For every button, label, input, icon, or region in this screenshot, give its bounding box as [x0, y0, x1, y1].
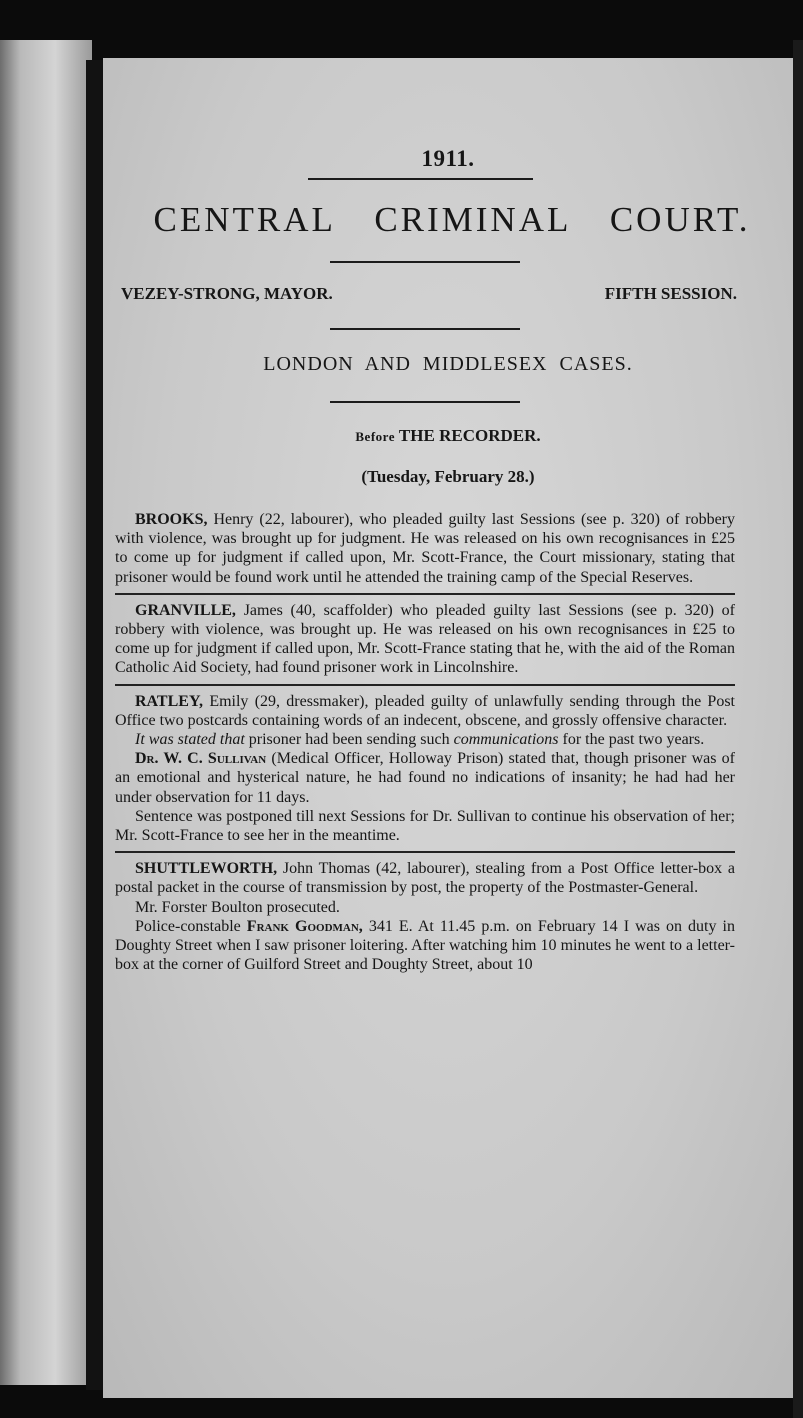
- case-paragraph: [115, 917, 735, 975]
- case-entry: [115, 859, 735, 974]
- document-page: [103, 58, 793, 1398]
- case-text: 341 E. At 11.45 p.m. on February 14 I was on duty in Doughty Street when I saw prisoner loitering. After watching him 10 minutes he went to a letter-box at the corner of Guilford Street and Doughty Street, about 10: [115, 917, 735, 974]
- case-list: [115, 510, 735, 974]
- italic-text: It was stated that: [135, 731, 245, 749]
- case-surname: SHUTTLEWORTH,: [135, 860, 278, 878]
- case-paragraph: [115, 510, 735, 587]
- case-text: John Thomas (42, labourer), stealing from a Post Office letter-box a postal packet in the course of transmission by post, the property of the Postmaster-General.: [115, 860, 736, 897]
- case-entry: [115, 692, 735, 846]
- case-divider: [115, 593, 735, 595]
- case-entry: [115, 601, 735, 678]
- case-text: prisoner had been sending such: [248, 731, 450, 749]
- case-surname: RATLEY,: [135, 692, 204, 710]
- witness-name: Frank Goodman,: [246, 917, 363, 935]
- cases-heading: LONDON AND MIDDLESEX CASES.: [263, 353, 633, 375]
- mayor-session-line: [121, 284, 737, 304]
- case-paragraph: [115, 601, 735, 678]
- italic-text: communications: [453, 731, 559, 749]
- case-divider: [115, 684, 735, 686]
- case-paragraph: [115, 692, 735, 730]
- court-title: CENTRAL CRIMINAL COURT.: [153, 200, 751, 239]
- case-paragraph: [115, 730, 735, 749]
- case-text: Henry (22, labourer), who pleaded guilty last Sessions (see p. 320) of robbery with violence, was brought up for judgment. He was released on his own recognisances in £25 to come up for judgment if called upon, Mr. Scott-France, the Court missionary, stating that prisoner would be found work until he attended the training camp of the Special Reserves.: [115, 511, 736, 586]
- before-prefix: Before: [355, 429, 395, 444]
- rule-divider: [330, 401, 520, 403]
- case-divider: [115, 851, 735, 853]
- witness-name: Dr. W. C. Sullivan: [135, 750, 267, 768]
- rule-divider: [330, 328, 520, 330]
- case-paragraph: Sentence was postponed till next Sessions for Dr. Sullivan to continue his observation of her; Mr. Scott-France to see her in the meantime.: [115, 807, 735, 845]
- mayor-name: VEZEY-STRONG, MAYOR.: [121, 284, 333, 303]
- case-surname: BROOKS,: [135, 511, 208, 528]
- case-surname: GRANVILLE,: [135, 601, 236, 619]
- facing-page-edge: [0, 40, 92, 1385]
- session-date: (Tuesday, February 28.): [361, 467, 535, 486]
- rule-divider: [308, 178, 533, 180]
- case-text: (Medical Officer, Holloway Prison) stated that, though prisoner was of an emotional and hysterical nature, he had found no indications of insanity; he had had her under observation for 11 days.: [115, 750, 735, 806]
- case-text: Police-constable: [135, 917, 241, 935]
- before-heading: [103, 426, 793, 446]
- case-text: James (40, scaffolder) who pleaded guilty last Sessions (see p. 320) of robbery with violence, was brought up. He was released on his own recognisances in £25 to come up for judgment if called upon, Mr. Scott-France stating that he, with the aid of the Roman Catholic Aid Society, had found prisoner work in Lincolnshire.: [115, 601, 736, 677]
- rule-divider: [330, 261, 520, 263]
- case-text: for the past two years.: [562, 731, 705, 749]
- case-text: Emily (29, dressmaker), pleaded guilty of unlawfully sending through the Post Office two postcards containing words of an indecent, obscene, and grossly offensive character.: [115, 692, 736, 729]
- case-paragraph: [115, 749, 735, 807]
- page-year: 1911.: [421, 146, 475, 171]
- case-paragraph: Mr. Forster Boulton prosecuted.: [135, 898, 340, 916]
- before-judge: THE RECORDER.: [398, 426, 541, 445]
- case-entry: [115, 510, 735, 587]
- case-paragraph: [115, 859, 735, 897]
- session-label: FIFTH SESSION.: [604, 284, 737, 303]
- scan-border: [793, 40, 803, 1418]
